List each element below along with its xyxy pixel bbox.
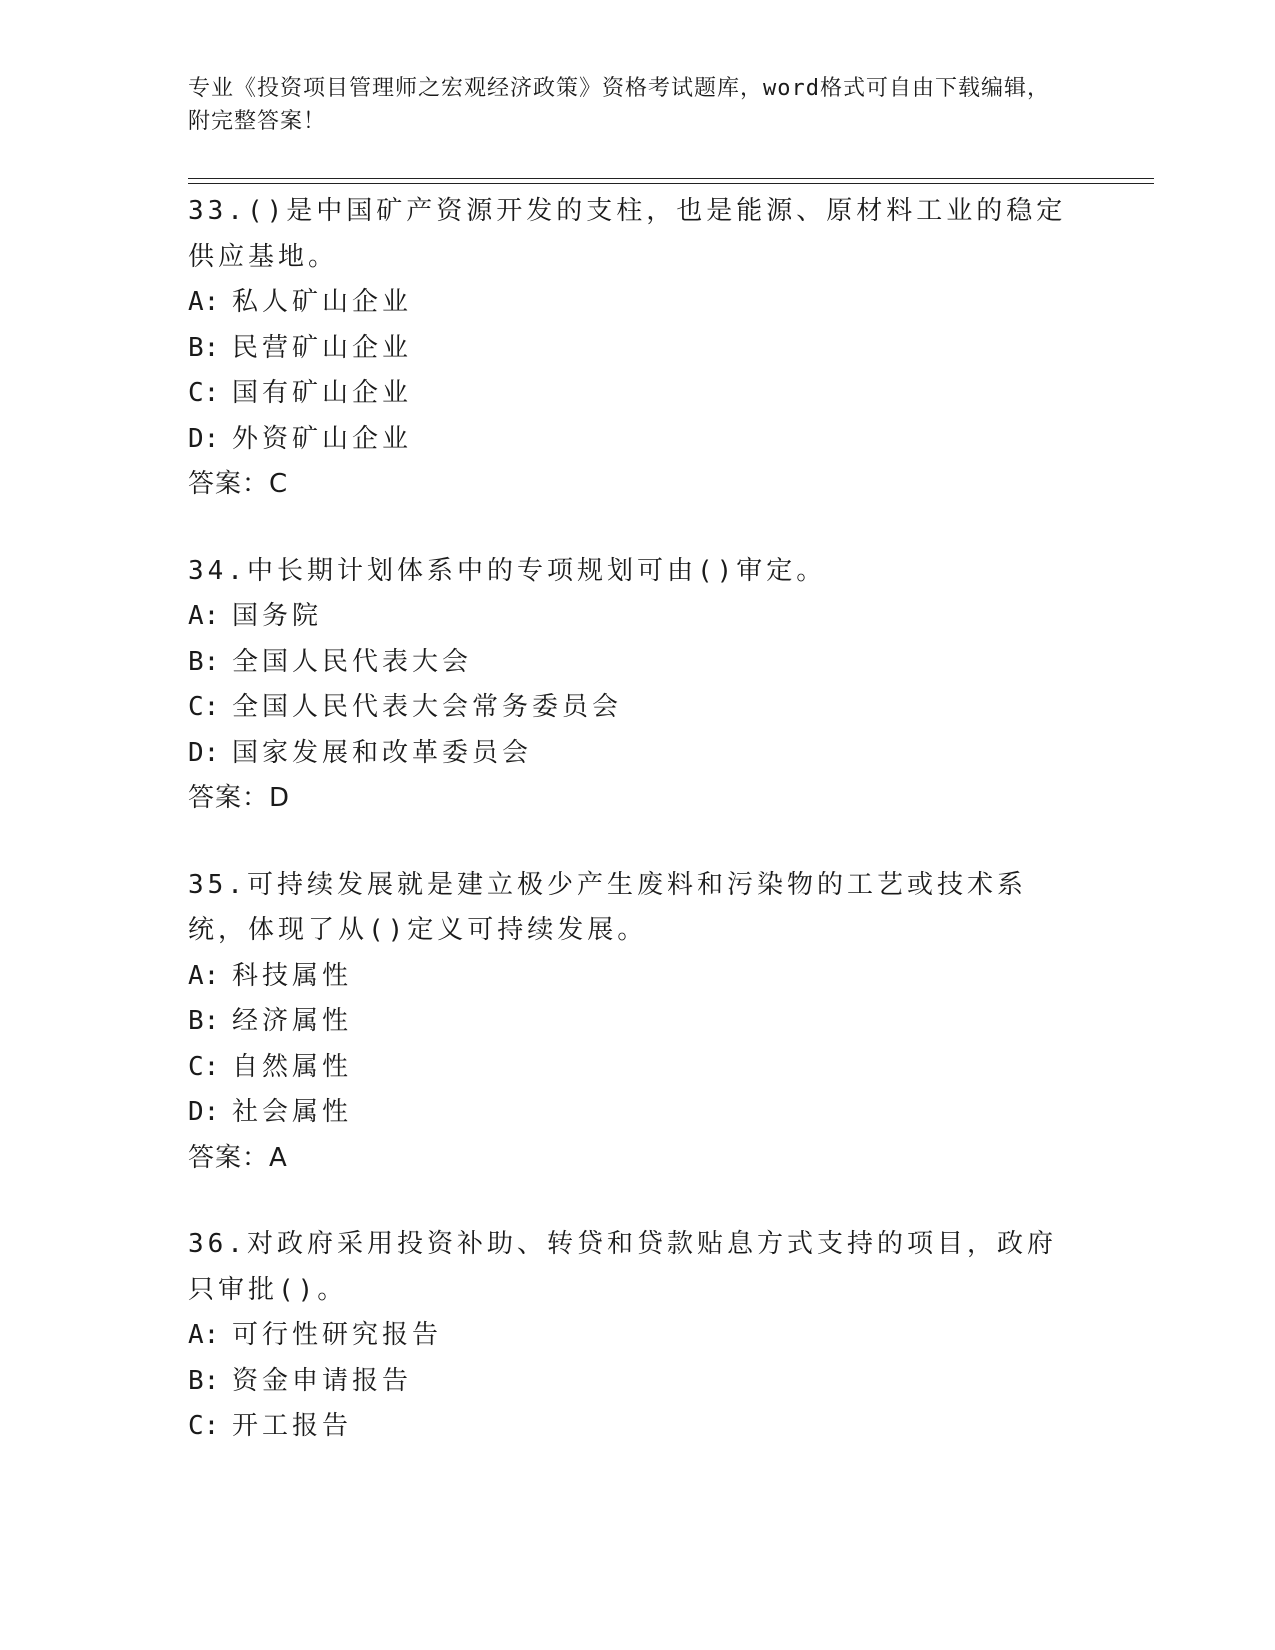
answer: 答案：A (188, 1142, 288, 1173)
option-d (188, 731, 1068, 777)
option-key: B: (188, 1006, 220, 1036)
option-key: B: (188, 646, 220, 677)
option-key: A: (188, 287, 220, 317)
question-stem: 34.中长期计划体系中的专项规划可由()审定。 (188, 555, 827, 586)
option-b (188, 999, 1068, 1045)
question-list (188, 189, 1068, 1491)
option-a (188, 594, 1068, 640)
option-key: C: (188, 378, 220, 408)
header-rule-top (188, 178, 1154, 179)
option-key: B: (188, 332, 220, 363)
option-c (188, 371, 1068, 417)
option-text: 国家发展和改革委员会 (232, 737, 533, 768)
option-text: 社会属性 (232, 1097, 353, 1127)
question-stem: 33.()是中国矿产资源开发的支柱，也是能源、原材料工业的稳定供应基地。 (188, 196, 1067, 272)
option-text: 可行性研究报告 (232, 1320, 443, 1350)
option-c (188, 1045, 1068, 1091)
option-key: A: (188, 601, 220, 631)
option-d (188, 1090, 1068, 1136)
answer: 答案：D (188, 783, 291, 813)
answer: 答案：C (188, 469, 289, 499)
option-key: A: (188, 960, 220, 991)
document-header: 专业《投资项目管理师之宏观经济政策》资格考试题库，word格式可自由下载编辑，附完整答案！ (188, 76, 1050, 134)
option-a (188, 954, 1068, 1000)
option-text: 全国人民代表大会 (232, 646, 473, 677)
question-stem: 36.对政府采用投资补助、转贷和贷款贴息方式支持的项目，政府只审批()。 (188, 1229, 1057, 1305)
option-key: C: (188, 1411, 220, 1441)
question-34 (188, 549, 1068, 822)
option-c (188, 685, 1068, 731)
question-35 (188, 863, 1068, 1182)
option-text: 外资矿山企业 (232, 423, 413, 454)
question-33 (188, 189, 1068, 508)
option-text: 科技属性 (232, 960, 353, 991)
option-text: 自然属性 (232, 1051, 353, 1082)
option-text: 国务院 (232, 601, 323, 631)
option-key: B: (188, 1365, 220, 1396)
question-stem: 35.可持续发展就是建立极少产生废料和污染物的工艺或技术系统，体现了从()定义可持续发展。 (188, 869, 1027, 945)
option-key: C: (188, 1051, 220, 1082)
option-text: 经济属性 (232, 1006, 353, 1036)
option-text: 开工报告 (232, 1411, 353, 1441)
option-text: 全国人民代表大会常务委员会 (232, 692, 623, 722)
option-text: 私人矿山企业 (232, 287, 413, 317)
option-key: D: (188, 423, 220, 454)
option-a (188, 1313, 1068, 1359)
option-key: C: (188, 692, 220, 722)
option-key: A: (188, 1320, 220, 1350)
option-c (188, 1404, 1068, 1450)
option-d (188, 417, 1068, 463)
option-key: D: (188, 1097, 220, 1127)
question-36 (188, 1222, 1068, 1450)
option-text: 民营矿山企业 (232, 332, 413, 363)
option-b (188, 326, 1068, 372)
option-b (188, 1359, 1068, 1405)
header-rule-bottom (188, 183, 1154, 184)
option-a (188, 280, 1068, 326)
option-text: 资金申请报告 (232, 1365, 413, 1396)
option-key: D: (188, 737, 220, 768)
option-b (188, 640, 1068, 686)
option-text: 国有矿山企业 (232, 378, 413, 408)
